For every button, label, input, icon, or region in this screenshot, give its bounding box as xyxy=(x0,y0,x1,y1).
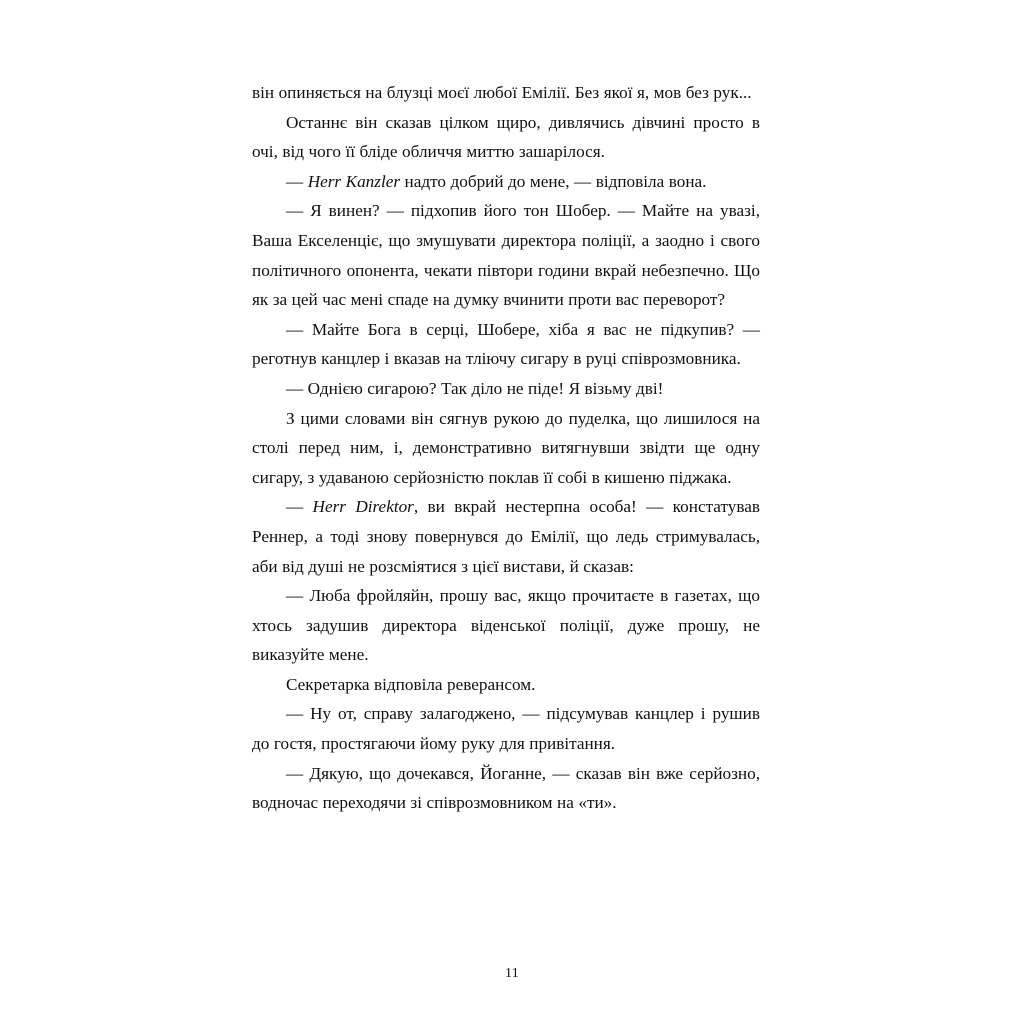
text-run: Секретарка відповіла реверансом. xyxy=(286,674,536,694)
paragraph xyxy=(252,315,760,374)
text-run: — Люба фройляйн, прошу вас, якщо прочитаєте в газетах, що хтось задушив директора віденської поліції, дуже прошу, не виказуйте мене. xyxy=(252,586,760,665)
paragraph xyxy=(252,670,760,700)
text-run: — xyxy=(286,497,313,517)
text-run: — xyxy=(286,171,308,191)
page-number: 11 xyxy=(504,966,520,981)
text-run: — Майте Бога в серці, Шобере, хіба я вас не підкупив? — реготнув канцлер і вказав на тліючу сигару в руці співрозмовника. xyxy=(252,319,760,369)
text-run: — Дякую, що дочекався, Йоганне, — сказав він вже серйозно, водночас переходячи зі співрозмовником на «ти». xyxy=(252,763,760,813)
text-run: він опиняється на блузці моєї любої Емілії. Без якої я, мов без рук... xyxy=(252,83,752,102)
text-run: Останнє він сказав цілком щиро, дивлячись дівчині просто в очі, від чого її бліде обличчя миттю зашарілося. xyxy=(252,112,760,162)
paragraph xyxy=(252,78,760,108)
paragraph xyxy=(252,759,760,818)
body-text-column xyxy=(252,78,760,818)
paragraph xyxy=(252,699,760,758)
text-run: З цими словами він сягнув рукою до пуделка, що лишилося на столі перед ним, і, демонстративно витягнувши звідти ще одну сигару, з удаваною серйозністю поклав її собі в кишеню піджака. xyxy=(252,408,760,487)
text-run: — Я винен? — підхопив його тон Шобер. — Майте на увазі, Ваша Екселенціє, що змушувати директора поліції, а заодно і свого політичного опонента, чекати півтори години вкрай небезпечно. Що як за цей час мені спаде на думку вчинити проти вас переворот? xyxy=(252,201,760,310)
italic-run: Herr Direktor xyxy=(312,497,414,517)
paragraph xyxy=(252,196,760,314)
paragraph xyxy=(252,404,760,493)
paragraph xyxy=(252,581,760,670)
paragraph xyxy=(252,492,760,581)
text-run: надто добрий до мене, — відповіла вона. xyxy=(400,171,707,191)
italic-run: Herr Kanzler xyxy=(307,171,401,191)
paragraph xyxy=(252,167,760,197)
paragraph xyxy=(252,374,760,404)
text-run: — Однією сигарою? Так діло не піде! Я візьму дві! xyxy=(286,378,664,398)
text-run: , ви вкрай нестерпна особа! — констатував Реннер, а тоді знову повернувся до Емілії, що ледь стримувалась, аби від душі не розсміятися з цієї вистави, й сказав: xyxy=(252,497,760,576)
paragraph xyxy=(252,108,760,167)
text-run: — Ну от, справу залагоджено, — підсумував канцлер і рушив до гостя, простягаючи йому руку для привітання. xyxy=(252,704,760,754)
